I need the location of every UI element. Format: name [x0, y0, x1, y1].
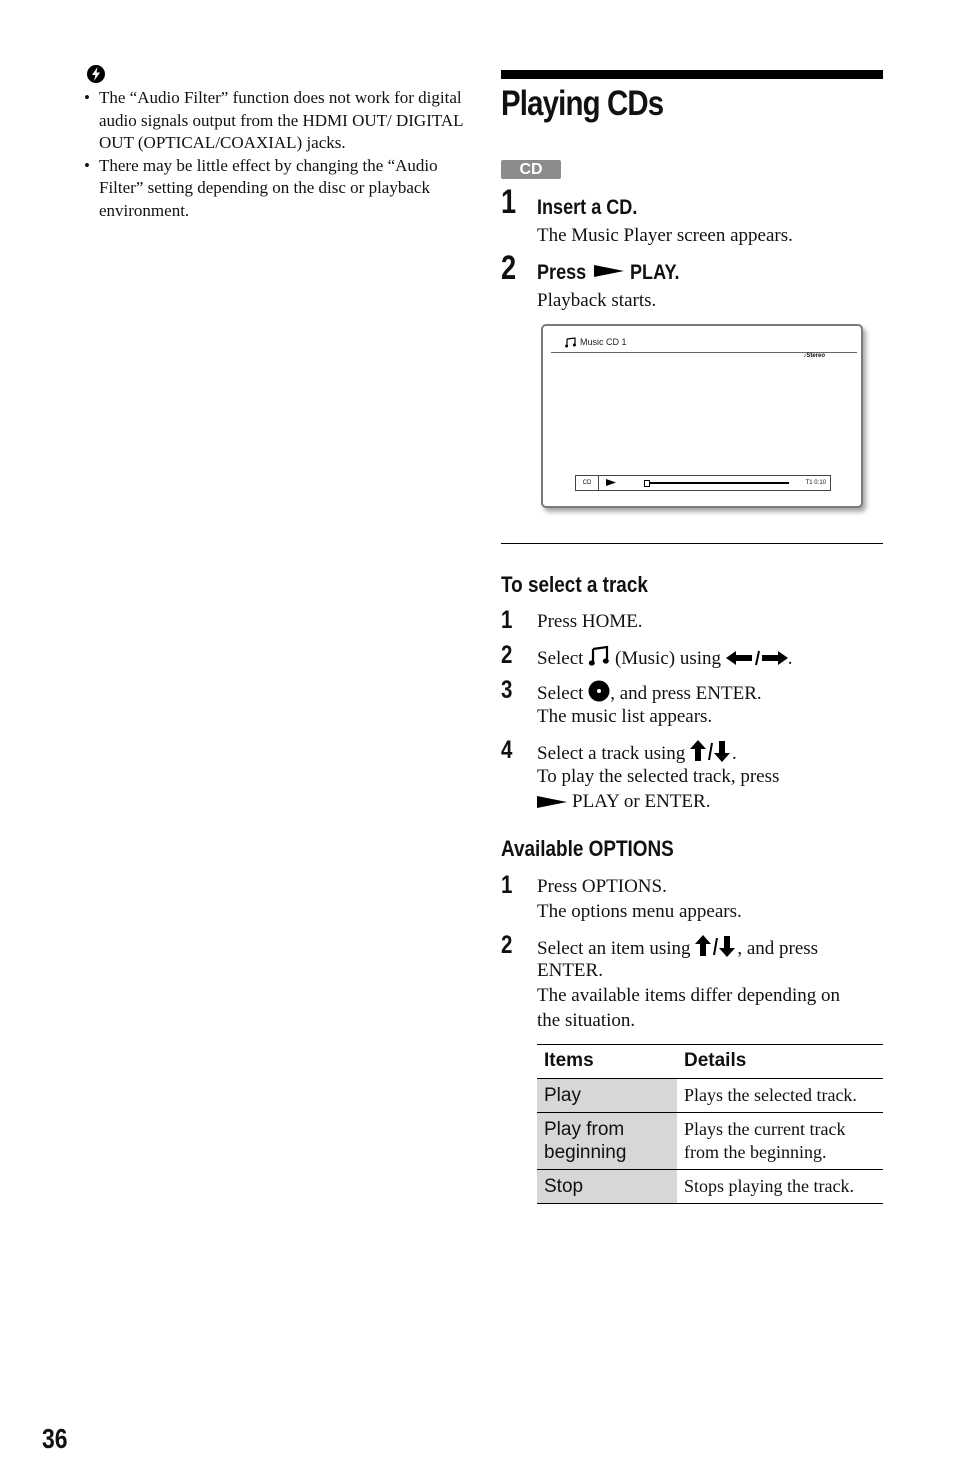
column-header-details: Details	[677, 1045, 883, 1079]
page-number: 36	[42, 1423, 68, 1454]
step-text: PLAY or ENTER.	[572, 791, 711, 812]
step-number: 1	[501, 871, 513, 899]
detail-cell: Plays the current track from the beginning.	[677, 1113, 883, 1170]
step-text-row	[537, 645, 793, 672]
step-text: The available items differ depending on	[537, 985, 841, 1006]
play-icon	[537, 795, 567, 809]
note-item: • There may be little effect by changing the “Audio Filter” setting depending on the disc or playback environment.	[84, 155, 474, 223]
up-down-arrows-icon	[695, 935, 737, 957]
table-row	[537, 1113, 883, 1170]
playback-bar	[575, 475, 831, 491]
step-text: the situation.	[537, 1010, 636, 1031]
up-down-arrows-icon	[690, 740, 732, 762]
progress-marker	[644, 480, 650, 487]
step-title-suffix: PLAY.	[630, 261, 680, 284]
page-title: Playing CDs	[501, 84, 664, 123]
play-icon	[594, 264, 624, 278]
step-title: Insert a CD.	[537, 196, 638, 219]
options-table	[537, 1044, 883, 1204]
step-text-pre: Select	[537, 648, 584, 669]
step-number: 2	[501, 641, 513, 669]
step-text: Playback starts.	[537, 290, 657, 311]
title-rule	[501, 70, 883, 79]
step-number: 2	[501, 931, 513, 959]
step-text-row	[537, 740, 737, 767]
detail-cell: Stops playing the track.	[677, 1170, 883, 1204]
step-text-post: , and press	[737, 938, 819, 959]
note-icon	[86, 64, 106, 84]
notes-list	[84, 87, 474, 222]
step-text: To play the selected track, press	[537, 766, 780, 787]
step-text: The options menu appears.	[537, 901, 742, 922]
step-text-post: .	[787, 648, 793, 669]
step-text: ENTER.	[537, 960, 603, 981]
step-number: 4	[501, 736, 513, 764]
step-number: 1	[501, 606, 513, 634]
source-label: CD	[576, 476, 599, 490]
section-divider	[501, 543, 883, 544]
table-row	[537, 1170, 883, 1204]
select-track-heading: To select a track	[501, 572, 648, 597]
step-text-pre: Select an item using	[537, 938, 691, 959]
step-text: The Music Player screen appears.	[537, 225, 793, 246]
step-text: Press HOME.	[537, 611, 643, 632]
step-title-row	[537, 261, 594, 285]
track-time: T1 0:10	[805, 480, 826, 486]
music-player-screen	[541, 324, 863, 508]
note-item: • The “Audio Filter” function does not work for digital audio signals output from the HDMI OUT/ DIGITAL OUT (OPTICAL/COAXIAL) jacks.	[84, 87, 474, 155]
item-cell: Stop	[537, 1170, 677, 1204]
disc-icon	[588, 680, 610, 702]
options-heading: Available OPTIONS	[501, 836, 674, 861]
music-note-icon	[565, 337, 576, 348]
progress-track	[645, 482, 789, 484]
step-text-pre: Select a track using	[537, 743, 686, 764]
step-title-prefix: Press	[537, 261, 587, 284]
step-text-row	[537, 680, 762, 707]
detail-cell: Plays the selected track.	[677, 1079, 883, 1113]
stereo-indicator: ♪Stereo	[803, 353, 825, 359]
stereo-label: Stereo	[806, 353, 825, 359]
column-header-items: Items	[537, 1045, 677, 1079]
music-icon	[588, 645, 610, 667]
step-text-mid: (Music) using	[614, 648, 722, 669]
step-number: 1	[501, 183, 517, 221]
table-row	[537, 1079, 883, 1113]
step-text-post: .	[732, 743, 737, 764]
step-number: 3	[501, 676, 513, 704]
step-text-row	[537, 935, 818, 962]
screen-title: Music CD 1	[580, 337, 627, 347]
step-text-pre: Select	[537, 683, 584, 704]
cd-badge: CD	[501, 160, 561, 179]
step-text-post: , and press ENTER.	[610, 683, 762, 704]
step-text: Press OPTIONS.	[537, 876, 667, 897]
play-status-icon	[606, 479, 616, 486]
step-number: 2	[501, 249, 517, 287]
item-cell: Play from beginning	[537, 1113, 677, 1170]
table-header-row	[537, 1045, 883, 1079]
left-right-arrows-icon	[726, 649, 788, 667]
item-cell: Play	[537, 1079, 677, 1113]
step-text: The music list appears.	[537, 706, 713, 727]
